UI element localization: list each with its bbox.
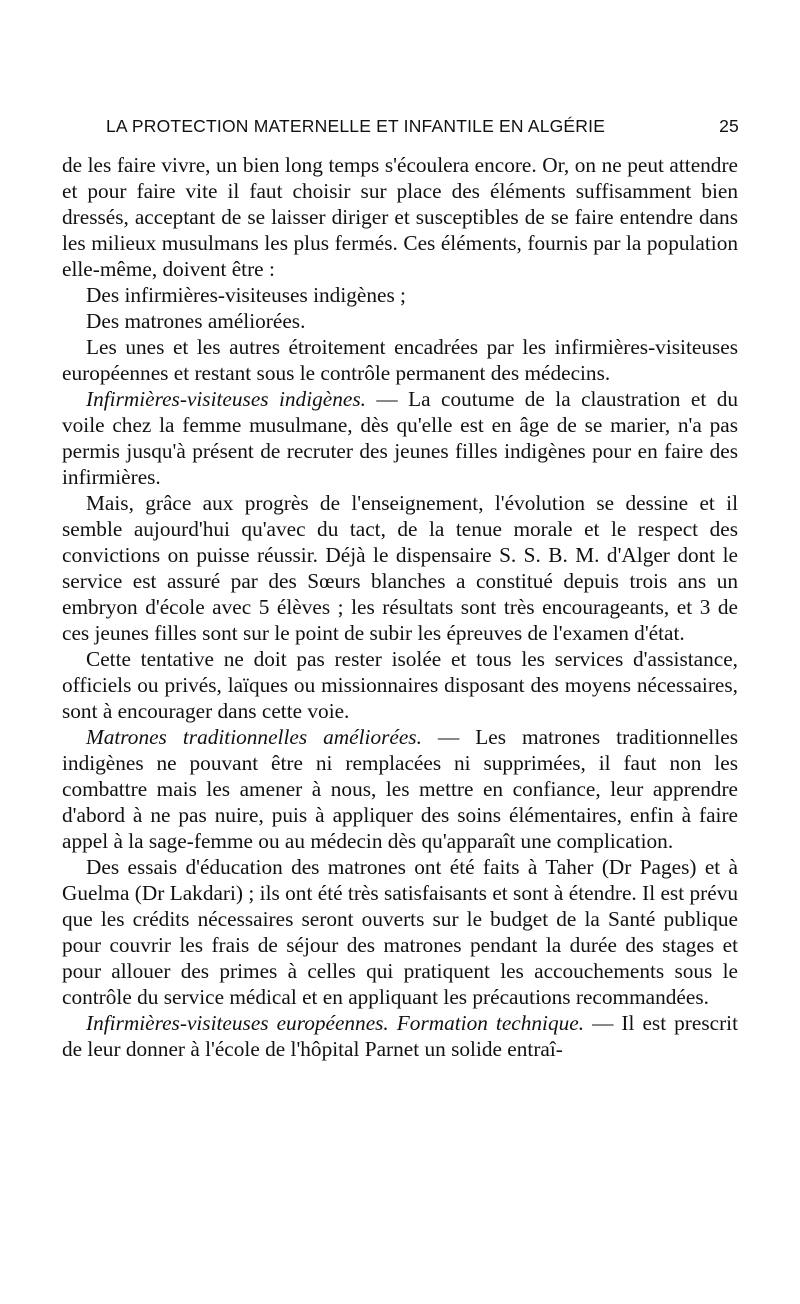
- section-infirmieres-indigenes: [62, 386, 738, 490]
- section-heading: Infirmières-visiteuses indigènes.: [86, 387, 366, 411]
- paragraph-encadrement: [62, 334, 738, 386]
- paragraph-continuation: [62, 152, 738, 282]
- paragraph-text: — Il est prescrit de leur donner à l'école de l'hôpital Parnet un solide entraî-: [62, 1011, 738, 1061]
- body-text: [62, 152, 738, 1062]
- section-heading: Infirmières-visiteuses européennes. Formation technique.: [86, 1011, 585, 1035]
- paragraph-text: de les faire vivre, un bien long temps s'écoulera encore. Or, on ne peut attendre et pour faire vite il faut choisir sur place des éléments suffisamment bien dressés, acceptant de se laisser diriger et susceptibles de se faire entendre dans les milieux musulmans les plus fermés. Ces éléments, fournis par la population elle-même, doivent être :: [62, 153, 738, 281]
- paragraph-enseignement: [62, 490, 738, 646]
- section-infirmieres-europeennes: [62, 1010, 738, 1062]
- paragraph-tentative: [62, 646, 738, 724]
- paragraph-essais: [62, 854, 738, 1010]
- paragraph-text: Des essais d'éducation des matrones ont été faits à Taher (Dr Pages) et à Guelma (Dr Lakdari) ; ils ont été très satisfaisants et sont à étendre. Il est prévu que les crédits nécessaires seront ouverts sur le budget de la Santé publique pour couvrir les frais de séjour des matrones pendant la durée des stages et pour allouer des primes à celles qui pratiquent les accouchements sous le contrôle du service médical et en appliquant les précautions recommandées.: [62, 855, 738, 1009]
- page-number: 25: [719, 116, 739, 136]
- section-heading: Matrones traditionnelles améliorées.: [86, 725, 422, 749]
- paragraph-text: Mais, grâce aux progrès de l'enseignement, l'évolution se dessine et il semble aujourd'hui qu'avec du tact, de la tenue morale et le respect des convictions on puisse réussir. Déjà le dispensaire S. S. B. M. d'Alger dont le service est assuré par des Sœurs blanches a constitué depuis trois ans un embryon d'école avec 5 élèves ; les résultats sont très encourageants, et 3 de ces jeunes filles sont sur le point de subir les épreuves de l'examen d'état.: [62, 491, 738, 645]
- paragraph-text: Des infirmières-visiteuses indigènes ;: [86, 283, 406, 307]
- section-matrones-traditionnelles: [62, 724, 738, 854]
- paragraph-text: Les unes et les autres étroitement encadrées par les infirmières-visiteuses européennes et restant sous le contrôle permanent des médecins.: [62, 335, 738, 385]
- list-item-infirmieres: [62, 282, 738, 308]
- paragraph-text: Des matrones améliorées.: [86, 309, 306, 333]
- running-header: [106, 116, 739, 140]
- paragraph-text: — La coutume de la claustration et du voile chez la femme musulmane, dès qu'elle est en âge de se marier, n'a pas permis jusqu'à présent de recruter des jeunes filles indigènes pour en faire des infirmières.: [62, 387, 738, 489]
- paragraph-text: Cette tentative ne doit pas rester isolée et tous les services d'assistance, officiels ou privés, laïques ou missionnaires disposant des moyens nécessaires, sont à encourager dans cette voie.: [62, 647, 738, 723]
- running-title: LA PROTECTION MATERNELLE ET INFANTILE EN ALGÉRIE: [106, 116, 606, 136]
- list-item-matrones: [62, 308, 738, 334]
- paragraph-text: — Les matrones traditionnelles indigènes ne pouvant être ni remplacées ni supprimées, il faut non les combattre mais les amener à nous, les mettre en confiance, leur apprendre d'abord à ne pas nuire, puis à appliquer des soins élémentaires, enfin à faire appel à la sage-femme ou au médecin dès qu'apparaît une complication.: [62, 725, 738, 853]
